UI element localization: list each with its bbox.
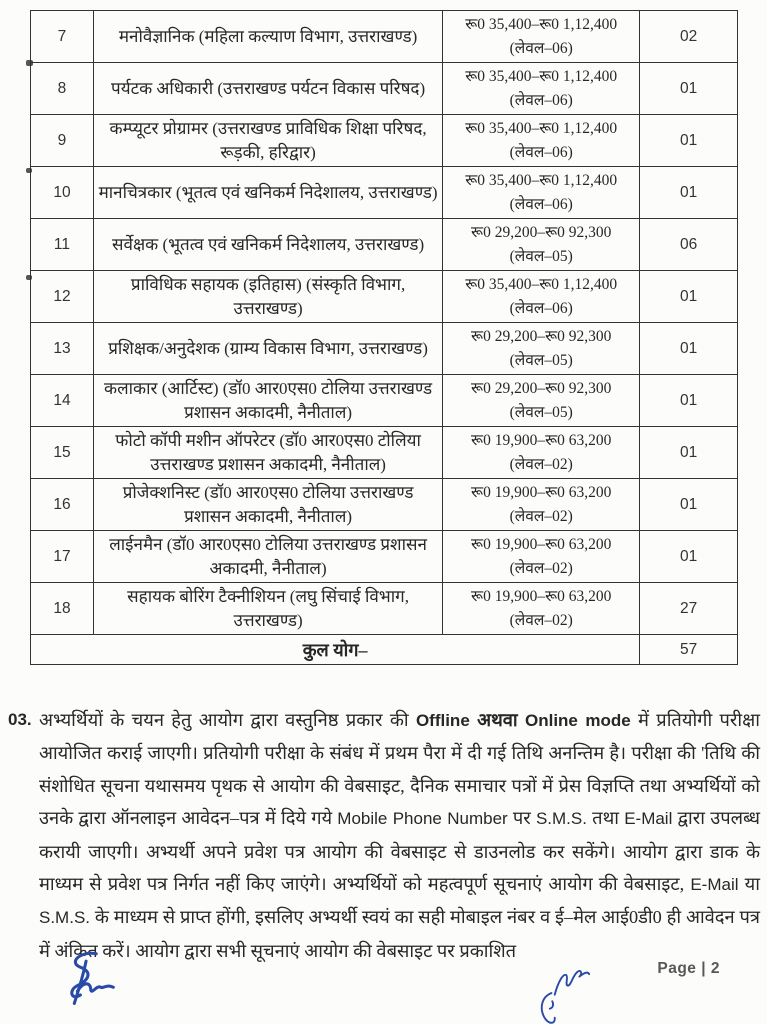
table-row [31,531,738,583]
row-serial: 14 [31,375,94,427]
page-number: Page | 2 [657,960,720,977]
table-row [31,11,738,63]
row-post-name: मनोवैज्ञानिक (महिला कल्याण विभाग, उत्तराखण्ड) [93,11,442,63]
row-serial: 10 [31,167,94,219]
paragraph-body [39,710,760,961]
table-row [31,479,738,531]
paragraph-run: में प्रतियोगी परीक्षा आयोजित कराई जाएगी। प्रतियोगी परीक्षा के संबंध में प्रथम पैरा में दी गई तिथि अनन्तिम है। परीक्षा की 'तिथि की संशोधित सूचना यथासमय पृथक से आयोग की वेबसाइट, दैनिक समाचार पत्रों में प्रेस विज्ञप्ति तथा अभ्यर्थियों को उनके द्वारा ऑनलाइन आवेदन–पत्र में दिये गये [39,710,760,829]
pay-range: रू0 19,900–रू0 63,200 [471,484,612,502]
row-pay-scale [443,167,640,219]
row-post-count: 01 [640,323,738,375]
total-label: कुल योग– [31,635,640,665]
row-post-count: 06 [640,219,738,271]
row-pay-scale [443,271,640,323]
paragraph-run: द्वारा उपलब्ध करायी जाएगी। अभ्यर्थी अपने प्रवेश पत्र आयोग की वेबसाइट से डाउनलोड कर सकेंगे। आयोग द्वारा डाक के माध्यम से प्रवेश पत्र निर्गत नहीं किए जाएंगे। अभ्यर्थियों को महत्वपूर्ण सूचनाएं आयोग की वेबसाइट, [39,808,760,895]
row-serial: 16 [31,479,94,531]
row-post-count: 01 [640,531,738,583]
table-row [31,63,738,115]
row-post-name: कम्प्यूटर प्रोग्रामर (उत्तराखण्ड प्राविधिक शिक्षा परिषद, रूड़की, हरिद्वार) [93,115,442,167]
row-post-name: प्राविधिक सहायक (इतिहास) (संस्कृति विभाग, उत्तराखण्ड) [93,271,442,323]
posts-table-body [31,11,738,635]
row-serial: 12 [31,271,94,323]
row-post-name: मानचित्रकार (भूतत्व एवं खनिकर्म निदेशालय, उत्तराखण्ड) [93,167,442,219]
row-post-count: 01 [640,271,738,323]
row-post-name: सर्वेक्षक (भूतत्व एवं खनिकर्म निदेशालय, उत्तराखण्ड) [93,219,442,271]
pay-level: (लेवल–06) [509,91,573,109]
paragraph-run: Offline [415,711,470,730]
row-post-count: 01 [640,115,738,167]
scan-smudge [26,275,32,280]
pay-range: रू0 35,400–रू0 1,12,400 [465,68,618,86]
paragraph-run: E-Mail [624,809,673,829]
total-row [31,635,738,665]
pay-range: रू0 29,200–रू0 92,300 [471,224,612,242]
row-post-count: 02 [640,11,738,63]
pay-range: रू0 35,400–रू0 1,12,400 [465,16,618,34]
scan-smudge [26,168,32,173]
table-row [31,583,738,635]
row-post-count: 27 [640,583,738,635]
paragraph-03 [8,704,760,967]
table-row [31,427,738,479]
paragraph-run: E-Mail [690,875,739,895]
row-serial: 8 [31,63,94,115]
paragraph-run: के माध्यम से प्राप्त होंगी, इसलिए अभ्यर्थी स्वयं का सही मोबाइल नंबर व ई–मेल आई0डी0 ही आवेदन पत्र में अंकित करें। आयोग द्वारा सभी सूचनाएं आयोग की वेबसाइट पर प्रकाशित [39,907,760,961]
row-post-count: 01 [640,479,738,531]
row-post-name: प्रशिक्षक/अनुदेशक (ग्राम्य विकास विभाग, उत्तराखण्ड) [93,323,442,375]
table-row [31,375,738,427]
paragraph-run: Online mode [524,711,631,730]
row-pay-scale [443,375,640,427]
paragraph-run: या [738,874,760,895]
table-row [31,323,738,375]
row-pay-scale [443,531,640,583]
paragraph-run: Mobile Phone Number [337,809,508,829]
row-serial: 7 [31,11,94,63]
pay-level: (लेवल–02) [509,559,573,577]
row-post-count: 01 [640,63,738,115]
row-pay-scale [443,11,640,63]
pay-level: (लेवल–06) [509,39,573,57]
paragraph-run: तथा [586,808,625,829]
row-post-name: पर्यटक अधिकारी (उत्तराखण्ड पर्यटन विकास परिषद) [93,63,442,115]
row-post-name: सहायक बोरिंग टैक्नीशियन (लघु सिंचाई विभाग, उत्तराखण्ड) [93,583,442,635]
row-post-count: 01 [640,375,738,427]
paragraph-run: पर [507,808,536,829]
row-pay-scale [443,115,640,167]
pay-level: (लेवल–06) [509,299,573,317]
table-row [31,271,738,323]
table-row [31,219,738,271]
row-serial: 11 [31,219,94,271]
row-serial: 9 [31,115,94,167]
row-pay-scale [443,63,640,115]
pay-level: (लेवल–05) [509,403,573,421]
row-pay-scale [443,219,640,271]
pay-range: रू0 35,400–रू0 1,12,400 [465,120,618,138]
pay-level: (लेवल–05) [509,351,573,369]
row-serial: 13 [31,323,94,375]
row-post-name: लाईनमैन (डॉ0 आर0एस0 टोलिया उत्तराखण्ड प्रशासन अकादमी, नैनीताल) [93,531,442,583]
row-pay-scale [443,427,640,479]
pay-range: रू0 19,900–रू0 63,200 [471,432,612,450]
row-pay-scale [443,323,640,375]
scan-smudge [26,60,33,66]
pay-range: रू0 19,900–रू0 63,200 [471,588,612,606]
pay-range: रू0 29,200–रू0 92,300 [471,380,612,398]
pay-range: रू0 29,200–रू0 92,300 [471,328,612,346]
row-serial: 17 [31,531,94,583]
pay-level: (लेवल–06) [509,195,573,213]
table-row [31,115,738,167]
row-post-name: कलाकार (आर्टिस्ट) (डॉ0 आर0एस0 टोलिया उत्तराखण्ड प्रशासन अकादमी, नैनीताल) [93,375,442,427]
row-pay-scale [443,583,640,635]
pay-level: (लेवल–02) [509,507,573,525]
row-serial: 15 [31,427,94,479]
row-post-name: फोटो कॉपी मशीन ऑपरेटर (डॉ0 आर0एस0 टोलिया उत्तराखण्ड प्रशासन अकादमी, नैनीताल) [93,427,442,479]
paragraph-run: S.M.S. [39,908,91,928]
table-row [31,167,738,219]
row-pay-scale [443,479,640,531]
paragraph-number: 03. [8,710,32,729]
paragraph-run: S.M.S. [535,809,587,829]
row-post-count: 01 [640,167,738,219]
paragraph-run: अथवा [469,710,525,730]
pay-range: रू0 35,400–रू0 1,12,400 [465,276,618,294]
pay-level: (लेवल–06) [509,143,573,161]
vacancy-table [30,10,738,665]
pay-level: (लेवल–02) [509,611,573,629]
row-post-count: 01 [640,427,738,479]
total-count: 57 [640,635,738,665]
pay-level: (लेवल–02) [509,455,573,473]
row-serial: 18 [31,583,94,635]
pay-range: रू0 19,900–रू0 63,200 [471,536,612,554]
pay-level: (लेवल–05) [509,247,573,265]
row-post-name: प्रोजेक्शनिस्ट (डॉ0 आर0एस0 टोलिया उत्तराखण्ड प्रशासन अकादमी, नैनीताल) [93,479,442,531]
paragraph-run: अभ्यर्थियों के चयन हेतु आयोग द्वारा वस्तुनिष्ठ प्रकार की [39,710,416,730]
pay-range: रू0 35,400–रू0 1,12,400 [465,172,618,190]
